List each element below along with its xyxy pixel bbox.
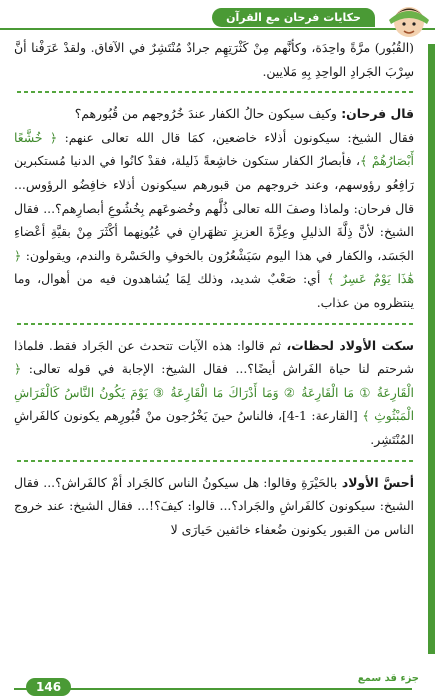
dotted-divider <box>14 91 414 93</box>
paragraph-kids-silent <box>14 334 414 452</box>
paragraph-intro <box>14 36 414 83</box>
part-label: جزء قد سمع <box>357 673 419 684</box>
page-number: 146 <box>26 678 71 696</box>
footer-rule <box>14 688 412 690</box>
page-body <box>14 36 414 541</box>
paragraph-sheikh-answer <box>14 126 414 315</box>
answer-text: أي: صَعْبٌ شديد، وذلك لِمَا يُشاهدون فيه من أهوال، وما ينتظروه من عذاب. <box>14 271 414 310</box>
paragraph-farhan-question <box>14 102 414 126</box>
answer-text: ، فأبصارُ الكفار ستكون خاشِعةً ذَليلة، فقدْ كانُوا في الدنيا مُستكبرين رَافِعُو رؤوسهم، وعند خروجهم من قبورهم سيكونون أذلاء خافِضُو الرؤوس... قال فرحان: ولماذا وصفَ الله تعالى ذُلَّهم وخُضوعَهم بِخُشُوعِ أبصارِهم؟... فقال الشيخ: لأنَّ ذِلَّةَ الذليلِ وعِزَّةَ العزيزِ تظهَرانِ في عُيُونِهما أكْثَرَ مِنْ بقيَّةِ أعْضاءِ الجَسَد، والكفار في هذا اليوم سَيَشْعُرُون بالخوفِ والحَسْرة والندم، ويقولون: <box>14 153 414 263</box>
dotted-divider <box>14 323 414 325</box>
intro-text: (القُبُور) مرَّةً واحِدَة، وكأنَّهم مِنْ كَثْرَتِهِم جرادٌ مُنْتَشِرٌ في الآفاق. ولقدْ عَرَفْنا أنَّ سِرْبَ الجَرادِ الواحِدِ بِهِ مَلايين. <box>14 40 414 79</box>
quran-verse: ﴿ هَٰذَا يَوْمٌ عَسِرٌ ﴾ <box>14 247 414 287</box>
speaker-label: قال فرحان: <box>336 106 414 122</box>
answer-text: فقال الشيخ: سيكونون أذلاء خاضعين، كمَا قال الله تعالى عنهم: <box>57 129 414 145</box>
narration-text: ثم قالوا: هذه الآيات تتحدث عن الجَراد فقط. فلماذا شرحتم لنا حياة الفَراش أيضًا؟... فقال الشيخ: الإجابة في قوله تعالى: <box>14 337 414 377</box>
paragraph-kids-confused <box>14 471 414 542</box>
narration-text: [القارعة: 1-4]، فالناسُ حينَ يَخْرُجون منْ قُبُورِهم يكونون كالفَراشِ المُنْتَشِر. <box>14 408 414 447</box>
narration-text: بالحَيْرَةِ وقالوا: هل سيكونُ الناس كالجَراد أمْ كالفَراش؟... فقال الشيخ: سيكونون كالفَراشِ والجَراد؟... قالوا: كيفَ؟!... فقال الشيخ: عند خروج الناس من القبور يكونون ضُعفاء خائفين حَيارَى لا <box>14 474 414 537</box>
page-side-rule <box>428 44 435 654</box>
speaker-label: سكت الأولاد لحظات، <box>281 337 414 353</box>
header-rule <box>0 28 435 30</box>
question-text: وكيف سيكون حالُ الكفار عندَ خُرُوجهم من قُبُورهم؟ <box>74 106 337 122</box>
quran-verse: ﴿ الْقَارِعَةُ ① مَا الْقَارِعَةُ ② وَمَا أَدْرَاكَ مَا الْقَارِعَةُ ③ يَوْمَ يَكُونُ النَّاسُ كَالْفَرَاشِ الْمَبْثُوثِ ﴾ <box>14 361 415 424</box>
speaker-label: أحسَّ الأولاد <box>337 474 414 490</box>
page-header <box>0 0 435 34</box>
book-title: حكايات فرحان مع القرآن <box>212 8 375 27</box>
dotted-divider <box>14 460 414 462</box>
quran-verse: ﴿ خُشَّعًا أَبْصَارُهُمْ ﴾ <box>14 129 414 169</box>
